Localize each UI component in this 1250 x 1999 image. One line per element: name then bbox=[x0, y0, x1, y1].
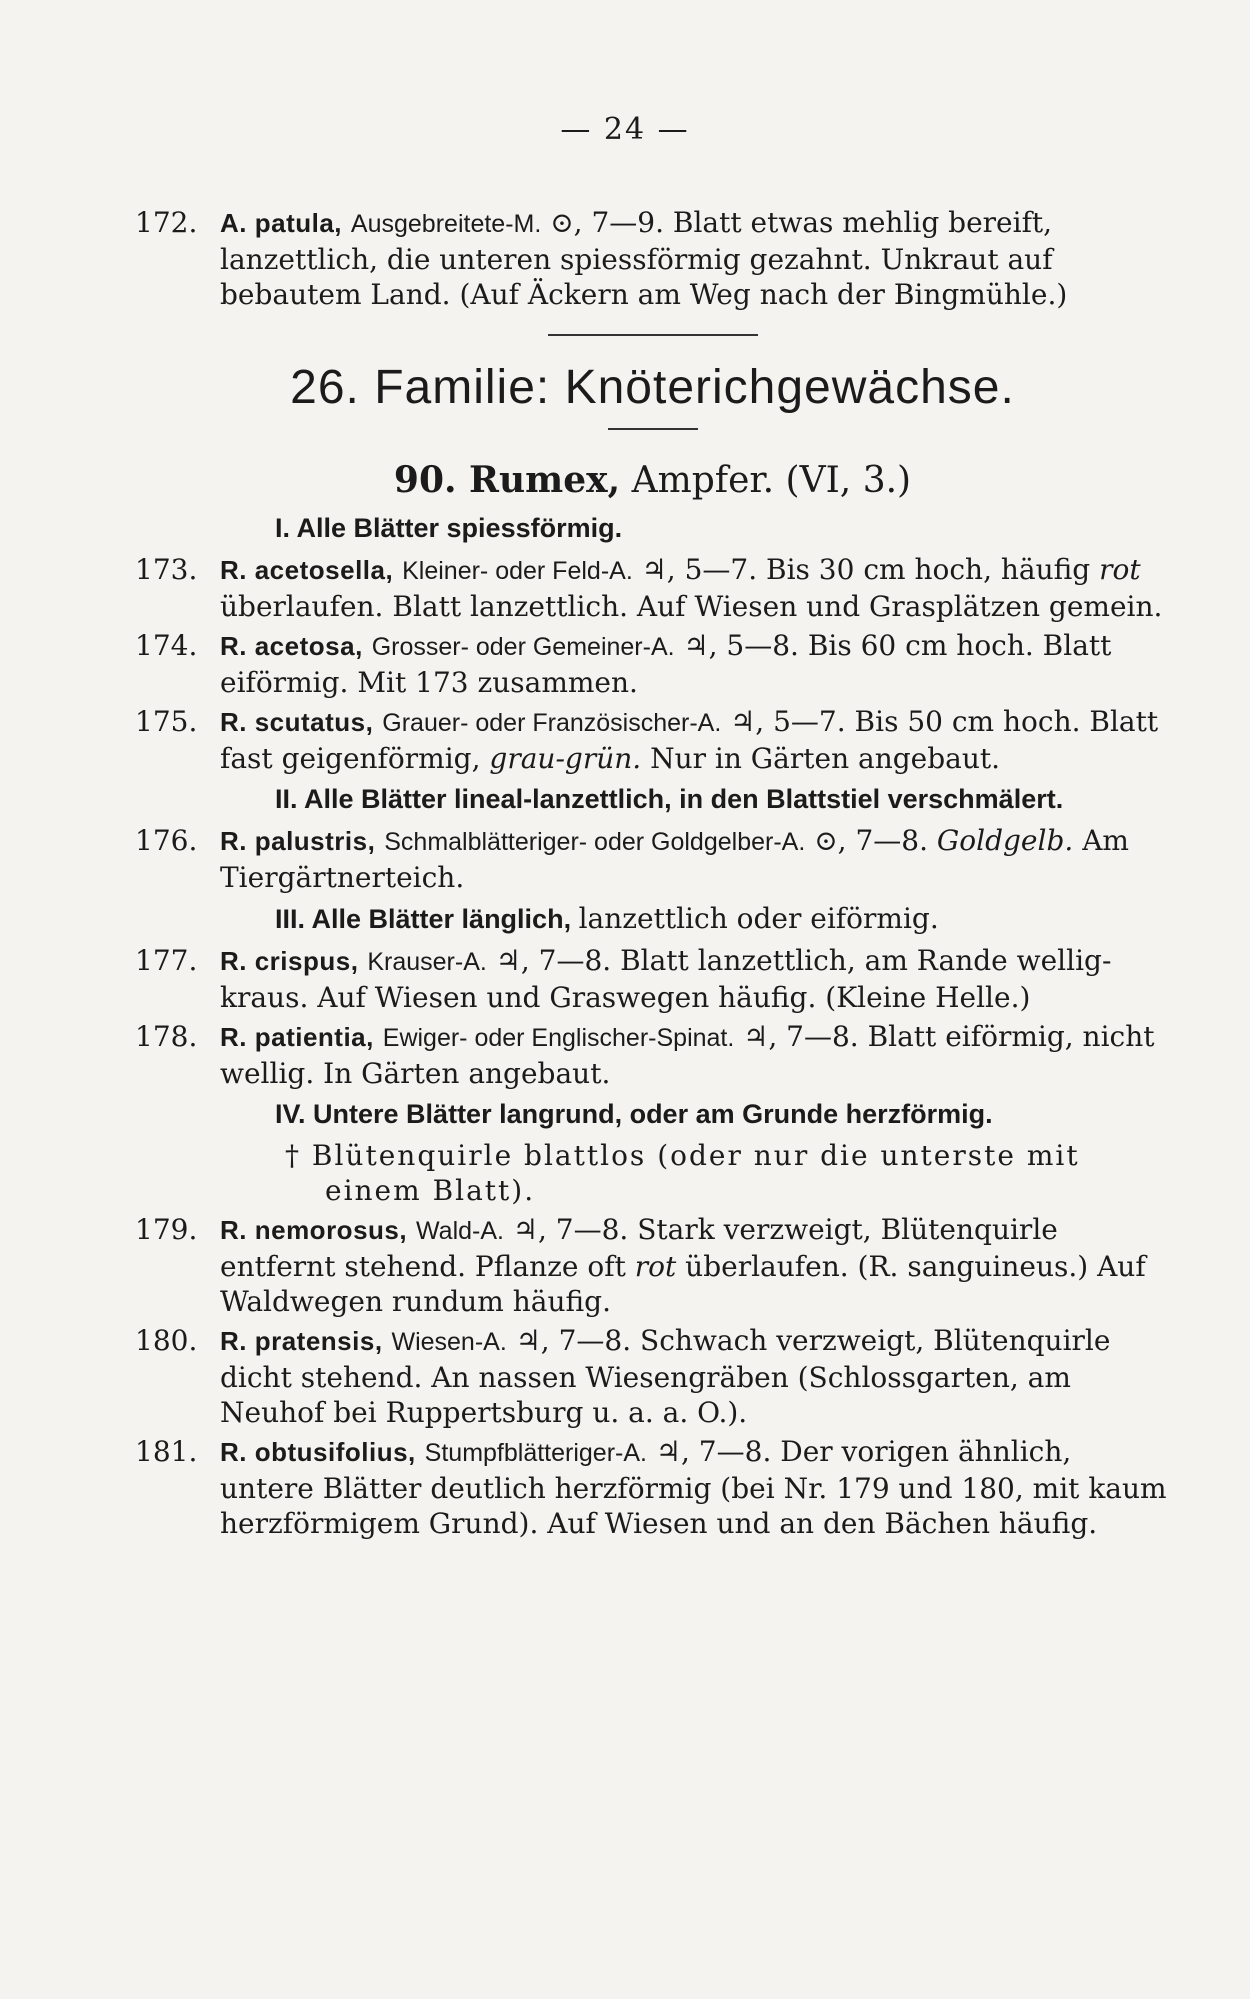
group-heading-bold: III. Alle Blätter länglich, bbox=[275, 904, 572, 934]
family-title: 26. Familie: Knöterichgewächse. bbox=[290, 361, 1015, 414]
entry-177 bbox=[135, 943, 1170, 1015]
entry-181 bbox=[135, 1434, 1170, 1541]
scientific-name: R. pratensis, bbox=[220, 1326, 383, 1356]
section-divider bbox=[548, 334, 758, 336]
entry-number: 177. bbox=[135, 944, 198, 977]
common-name: Krauser-A. bbox=[367, 948, 487, 976]
entry-178 bbox=[135, 1019, 1170, 1091]
entry-180 bbox=[135, 1323, 1170, 1430]
group-heading-4: IV. Untere Blätter langrund, oder am Grunde herzförmig. bbox=[275, 1099, 993, 1129]
entry-number: 180. bbox=[135, 1324, 198, 1357]
entry-description-cont: überlaufen. (R. sanguineus.) Auf Waldwegen rundum häufig. bbox=[220, 1250, 1146, 1318]
scientific-name: R. nemorosus, bbox=[220, 1215, 408, 1245]
genus-title bbox=[135, 458, 1170, 503]
entry-description: ♃, 7—8. Schwach verzweigt, Blütenquirle dicht stehend. An nassen Wiesengräben (Schlossgarten, am Neuhof bei Ruppertsburg u. a. a. O.). bbox=[220, 1324, 1111, 1429]
scientific-name: R. patientia, bbox=[220, 1022, 374, 1052]
entry-176 bbox=[135, 823, 1170, 895]
scientific-name: A. patula, bbox=[220, 208, 343, 238]
common-name: Stumpfblätteriger-A. bbox=[424, 1439, 647, 1467]
entry-175 bbox=[135, 704, 1170, 776]
entry-number: 173. bbox=[135, 553, 198, 586]
page-body bbox=[135, 205, 1170, 1545]
common-name: Schmalblätteriger- oder Goldgelber-A. bbox=[384, 828, 806, 856]
entry-172 bbox=[135, 205, 1170, 312]
entry-description-cont: überlaufen. Blatt lanzettlich. Auf Wiesen und Grasplätzen gemein. bbox=[220, 590, 1163, 623]
group-heading-2: II. Alle Blätter lineal-lanzettlich, in den Blattstiel verschmälert. bbox=[275, 784, 1064, 814]
entry-number: 172. bbox=[135, 206, 198, 239]
entry-description: ♃, 7—8. Blatt eiförmig, nicht wellig. In Gärten angebaut. bbox=[220, 1020, 1155, 1090]
genus-common: Ampfer. (VI, 3.) bbox=[631, 460, 912, 501]
entry-number: 181. bbox=[135, 1435, 198, 1468]
scientific-name: R. acetosa, bbox=[220, 631, 363, 661]
entry-number: 178. bbox=[135, 1020, 198, 1053]
entry-174 bbox=[135, 628, 1170, 700]
scientific-name: R. scutatus, bbox=[220, 707, 374, 737]
entry-number: 179. bbox=[135, 1213, 198, 1246]
common-name: Kleiner- oder Feld-A. bbox=[402, 557, 633, 585]
entry-description-cont: Am Tiergärtnerteich. bbox=[220, 824, 1129, 894]
entry-description: ♃, 7—8. Der vorigen ähnlich, untere Blätter deutlich herzförmig (bei Nr. 179 und 180, mit kaum herzförmigem Grund). Auf Wiesen und an den Bächen häufig. bbox=[220, 1435, 1167, 1540]
scientific-name: R. crispus, bbox=[220, 946, 359, 976]
common-name: Grauer- oder Französischer-A. bbox=[382, 709, 722, 737]
entry-description: ♃, 5—7. Bis 50 cm hoch. Blatt fast geigenförmig, bbox=[220, 705, 1159, 775]
entry-description: ♃, 5—7. Bis 30 cm hoch, häufig bbox=[641, 553, 1091, 586]
scientific-name: R. obtusifolius, bbox=[220, 1437, 416, 1467]
entry-number: 175. bbox=[135, 705, 198, 738]
subgroup-heading: † Blütenquirle blattlos (oder nur die unterste mit einem Blatt). bbox=[285, 1139, 1080, 1207]
common-name: Ewiger- oder Englischer-Spinat. bbox=[382, 1024, 735, 1052]
group-heading-normal: lanzettlich oder eiförmig. bbox=[578, 902, 939, 935]
entry-description: ⊙, 7—9. Blatt etwas mehlig bereift, lanzettlich, die unteren spiessförmig gezahnt. Unkraut auf bebautem Land. (Auf Äckern am Weg nach der Bingmühle.) bbox=[220, 206, 1068, 311]
entry-description-cont: Nur in Gärten angebaut. bbox=[650, 742, 1001, 775]
page-number: — 24 — bbox=[560, 112, 690, 147]
genus-name: 90. Rumex, bbox=[393, 459, 621, 501]
group-heading-1: I. Alle Blätter spiessförmig. bbox=[275, 513, 623, 543]
scientific-name: R. palustris, bbox=[220, 826, 376, 856]
italic-term: grau-grün. bbox=[489, 742, 642, 775]
entry-description: ♃, 7—8. Blatt lanzettlich, am Rande wellig-kraus. Auf Wiesen und Graswegen häufig. (Kleine Helle.) bbox=[220, 944, 1112, 1014]
italic-term: rot bbox=[1099, 553, 1141, 586]
scientific-name: R. acetosella, bbox=[220, 555, 394, 585]
entry-number: 176. bbox=[135, 824, 198, 857]
common-name: Wald-A. bbox=[416, 1217, 504, 1245]
italic-term: rot bbox=[634, 1250, 677, 1283]
entry-description: ♃, 7—8. Stark verzweigt, Blütenquirle entfernt stehend. Pflanze oft bbox=[220, 1213, 1058, 1283]
common-name: Ausgebreitete-M. bbox=[350, 210, 542, 238]
group-heading-3 bbox=[135, 901, 1170, 937]
common-name: Wiesen-A. bbox=[391, 1328, 507, 1356]
entry-description: ⊙, 7—8. bbox=[814, 824, 928, 857]
title-divider bbox=[608, 428, 698, 430]
common-name: Grosser- oder Gemeiner-A. bbox=[371, 633, 675, 661]
entry-description: ♃, 5—8. Bis 60 cm hoch. Blatt eiförmig. Mit 173 zusammen. bbox=[220, 629, 1112, 699]
italic-term: Goldgelb. bbox=[936, 824, 1074, 857]
entry-number: 174. bbox=[135, 629, 198, 662]
entry-179 bbox=[135, 1212, 1170, 1319]
entry-173 bbox=[135, 552, 1170, 624]
